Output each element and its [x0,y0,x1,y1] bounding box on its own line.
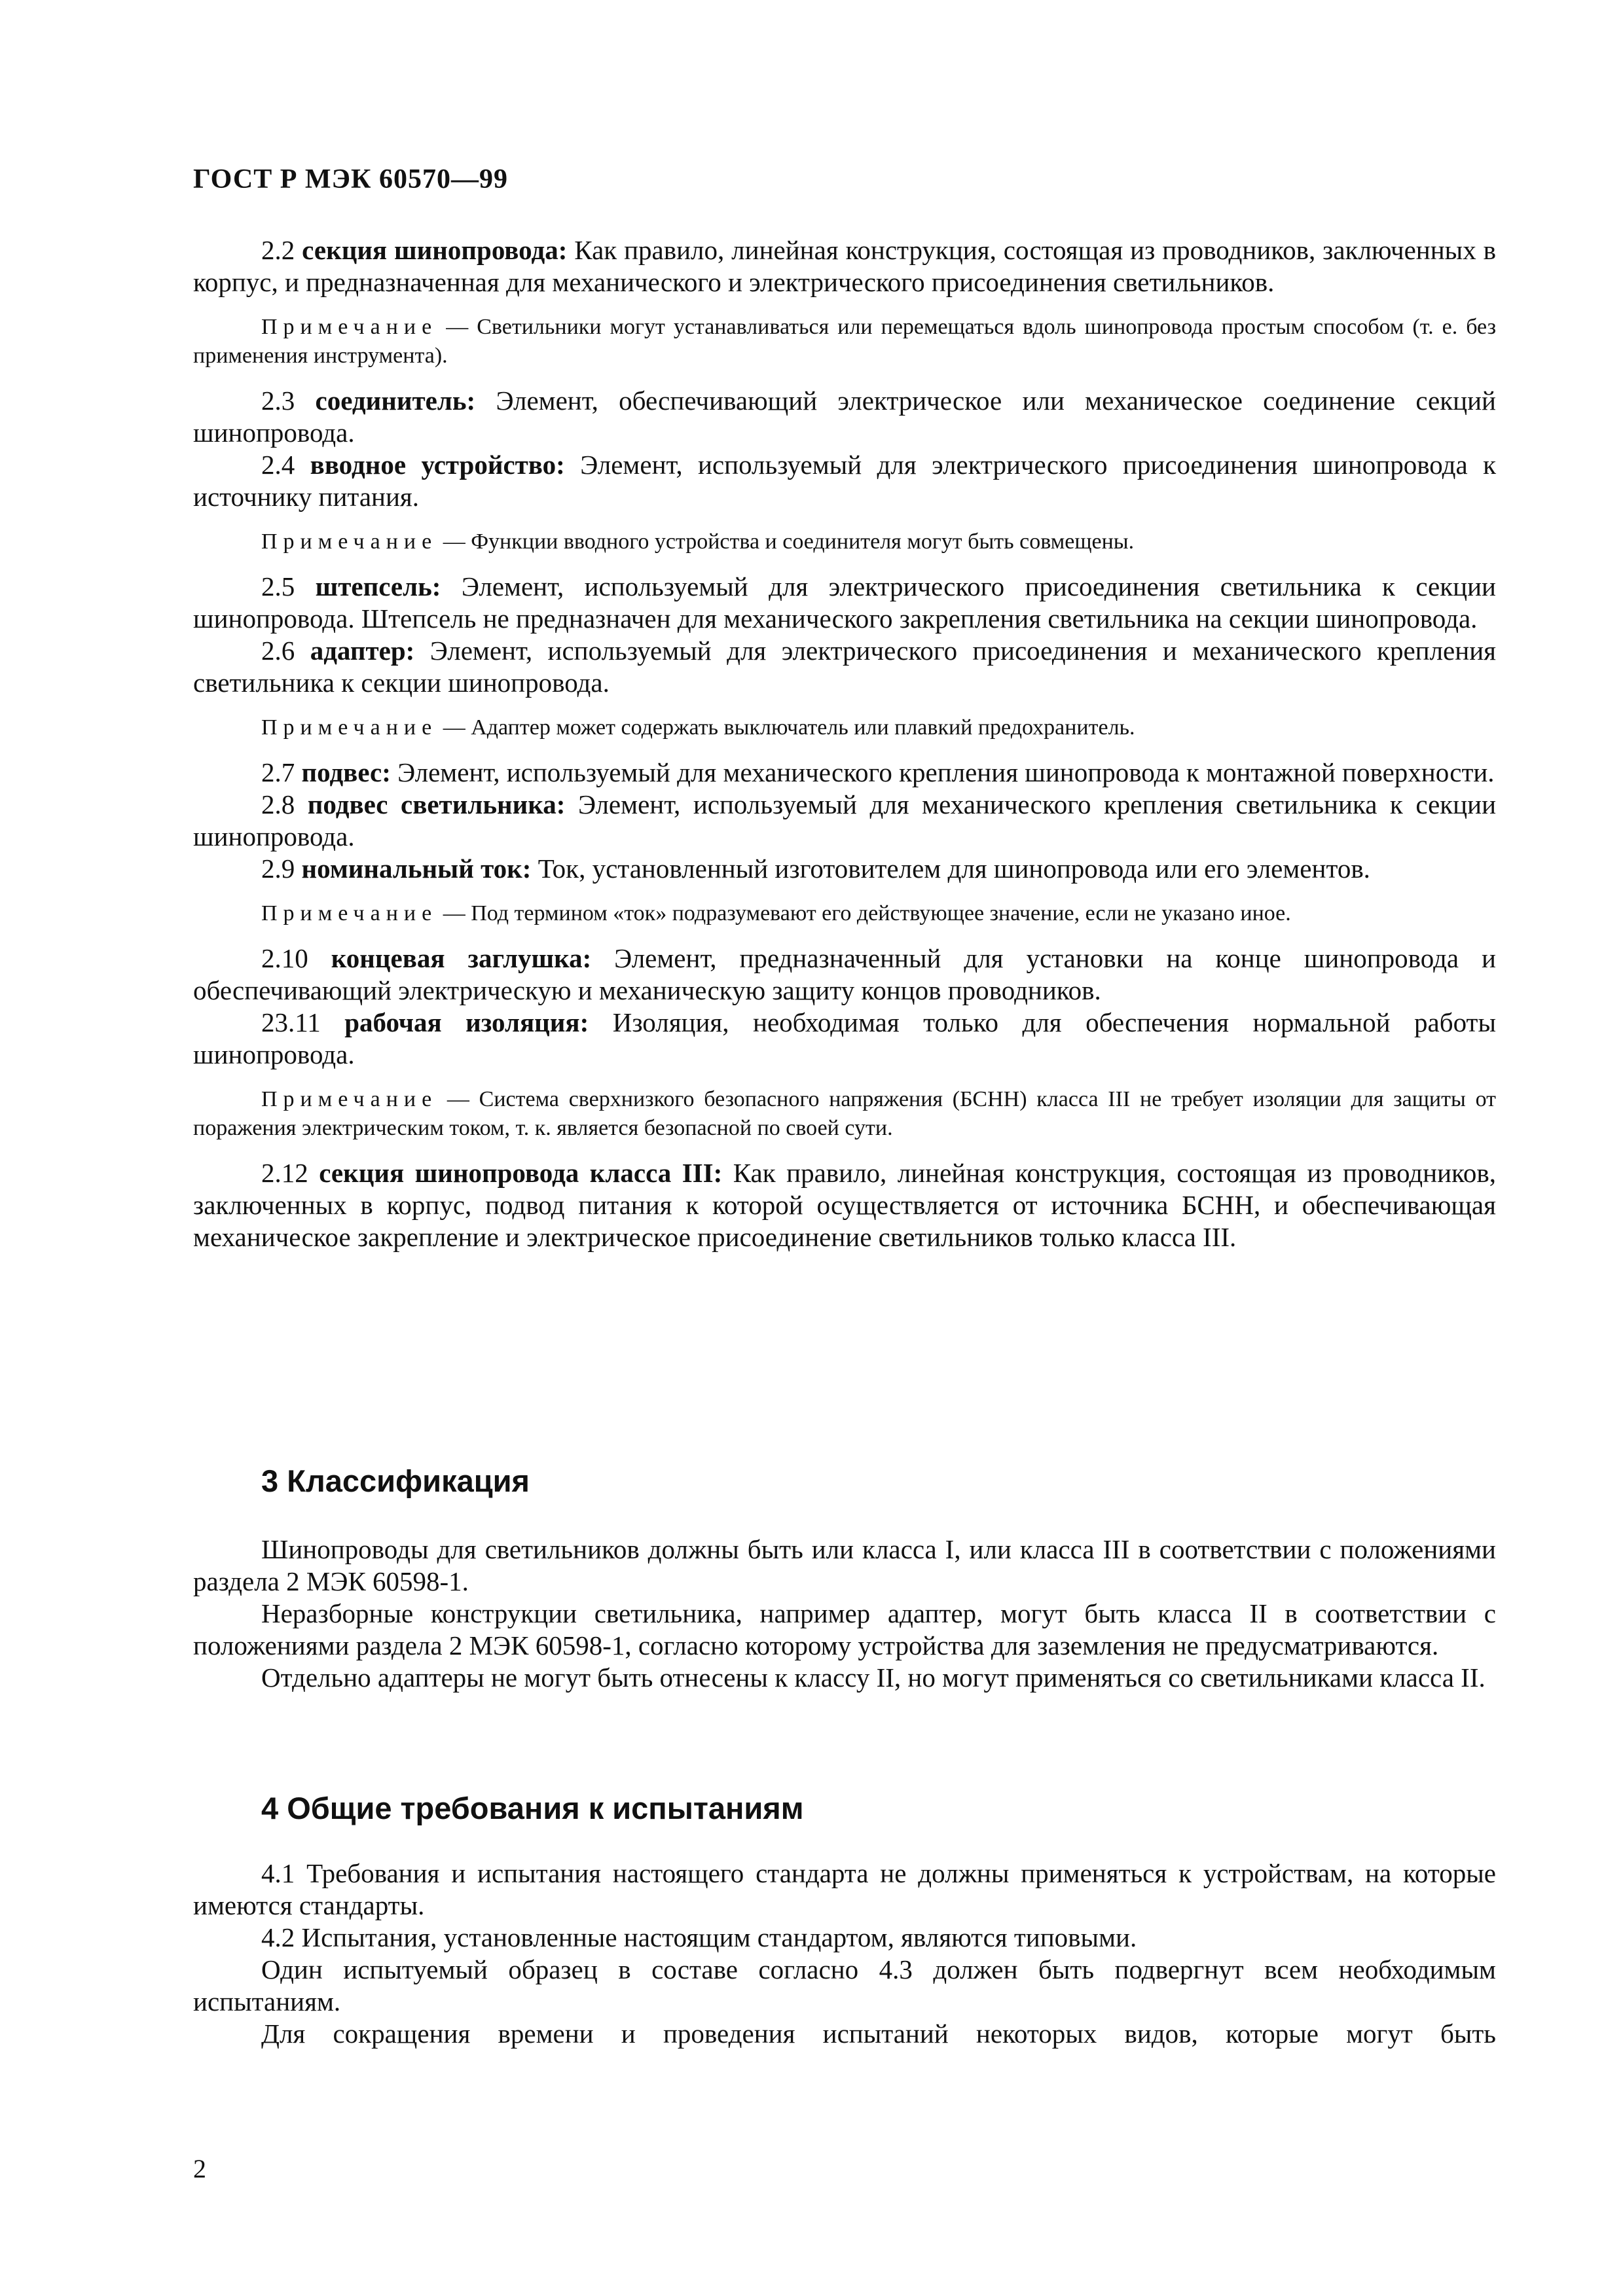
note-1: Примечание — Светильники могут устанавливаться или перемещаться вдоль шинопровода простым способом (т. е. без применения инструмента). [193,315,1496,368]
definition-2-7: 2.7 подвес: Элемент, используемый для механического крепления шинопровода к монтажной поверхности. [261,757,1495,787]
definition-2-8: 2.8 подвес светильника: Элемент, используемый для механического крепления светильника к секции шинопровода. [193,789,1497,852]
section-4-paragraph-1: 4.1 Требования и испытания настоящего стандарта не должны применяться к устройствам, на которые имеются стандарты. [193,1858,1496,1920]
section-3-paragraph-3: Отдельно адаптеры не могут быть отнесены к классу II, но могут применяться со светильниками класса II. [261,1662,1486,1693]
definition-2-12: 2.12 секция шинопровода класса III: Как правило, линейная конструкция, состоящая из проводников, заключенных в корпус, подвод питания к которой осуществляется от источника БСНН, и обеспечивающая механическое закрепление и электрическое присоединение светильников только класса III. [193,1158,1496,1252]
section-4-paragraph-3: Один испытуемый образец в составе согласно 4.3 должен быть подвергнут всем необходимым испытаниям. [193,1954,1496,2017]
definition-2-4: 2.4 вводное устройство: Элемент, используемый для электрического присоединения шинопровода к источнику питания. [193,450,1496,512]
page-number: 2 [193,2154,206,2183]
note-3: Примечание — Адаптер может содержать выключатель или плавкий предохранитель. [261,715,1135,740]
definition-2-11: 23.11 рабочая изоляция: Изоляция, необходимая только для обеспечения нормальной работы шинопровода. [193,1007,1497,1069]
section-2-definitions [193,234,1496,1253]
note-4: Примечание — Под термином «ток» подразумевают его действующее значение, если не указано иное. [261,901,1291,925]
section-3-paragraph-2: Неразборные конструкции светильника, например адаптер, могут быть класса II в соответствии с положениями раздела 2 МЭК 60598-1, согласно которому устройства для заземления не предусматриваются. [193,1598,1496,1660]
note-2: Примечание — Функции вводного устройства и соединителя могут быть совмещены. [261,529,1135,554]
definition-2-6: 2.6 адаптер: Элемент, используемый для электрического присоединения и механического крепления светильника к секции шинопровода. [193,636,1496,698]
section-3-body [193,1534,1496,1694]
section-3-paragraph-1: Шинопроводы для светильников должны быть или класса I, или класса III в соответствии с положениями раздела 2 МЭК 60598-1. [193,1534,1496,1596]
section-3-heading: 3 Классификация [261,1463,530,1498]
definition-2-5: 2.5 штепсель: Элемент, используемый для электрического присоединения светильника к секции шинопровода. Штепсель не предназначен для механического закрепления светильника на секции шинопровода. [193,571,1497,634]
section-4-heading: 4 Общие требования к испытаниям [261,1791,804,1825]
definition-2-3: 2.3 соединитель: Элемент, обеспечивающий электрическое или механическое соединение секций шинопровода. [193,386,1496,448]
section-4-paragraph-2: 4.2 Испытания, установленные настоящим стандартом, являются типовыми. [261,1922,1137,1952]
definition-2-9: 2.9 номинальный ток: Ток, установленный изготовителем для шинопровода или его элементов. [261,853,1370,884]
definition-2-2: 2.2 секция шинопровода: Как правило, линейная конструкция, состоящая из проводников, заключенных в корпус, и предназначенная для механического и электрического присоединения светильников. [193,235,1496,297]
document-header: ГОСТ Р МЭК 60570—99 [193,164,508,194]
section-4-paragraph-4: Для сокращения времени и проведения испытаний некоторых видов, которые могут быть [261,2018,1496,2049]
definition-2-10: 2.10 концевая заглушка: Элемент, предназначенный для установки на конце шинопровода и обеспечивающий электрическую и механическую защиту концов проводников. [193,943,1496,1005]
section-4-body [193,1857,1496,2050]
note-5: Примечание — Система сверхнизкого безопасного напряжения (БСНН) класса III не требует изоляции для защиты от поражения электрическим током, т. к. является безопасной по своей сути. [193,1087,1496,1140]
